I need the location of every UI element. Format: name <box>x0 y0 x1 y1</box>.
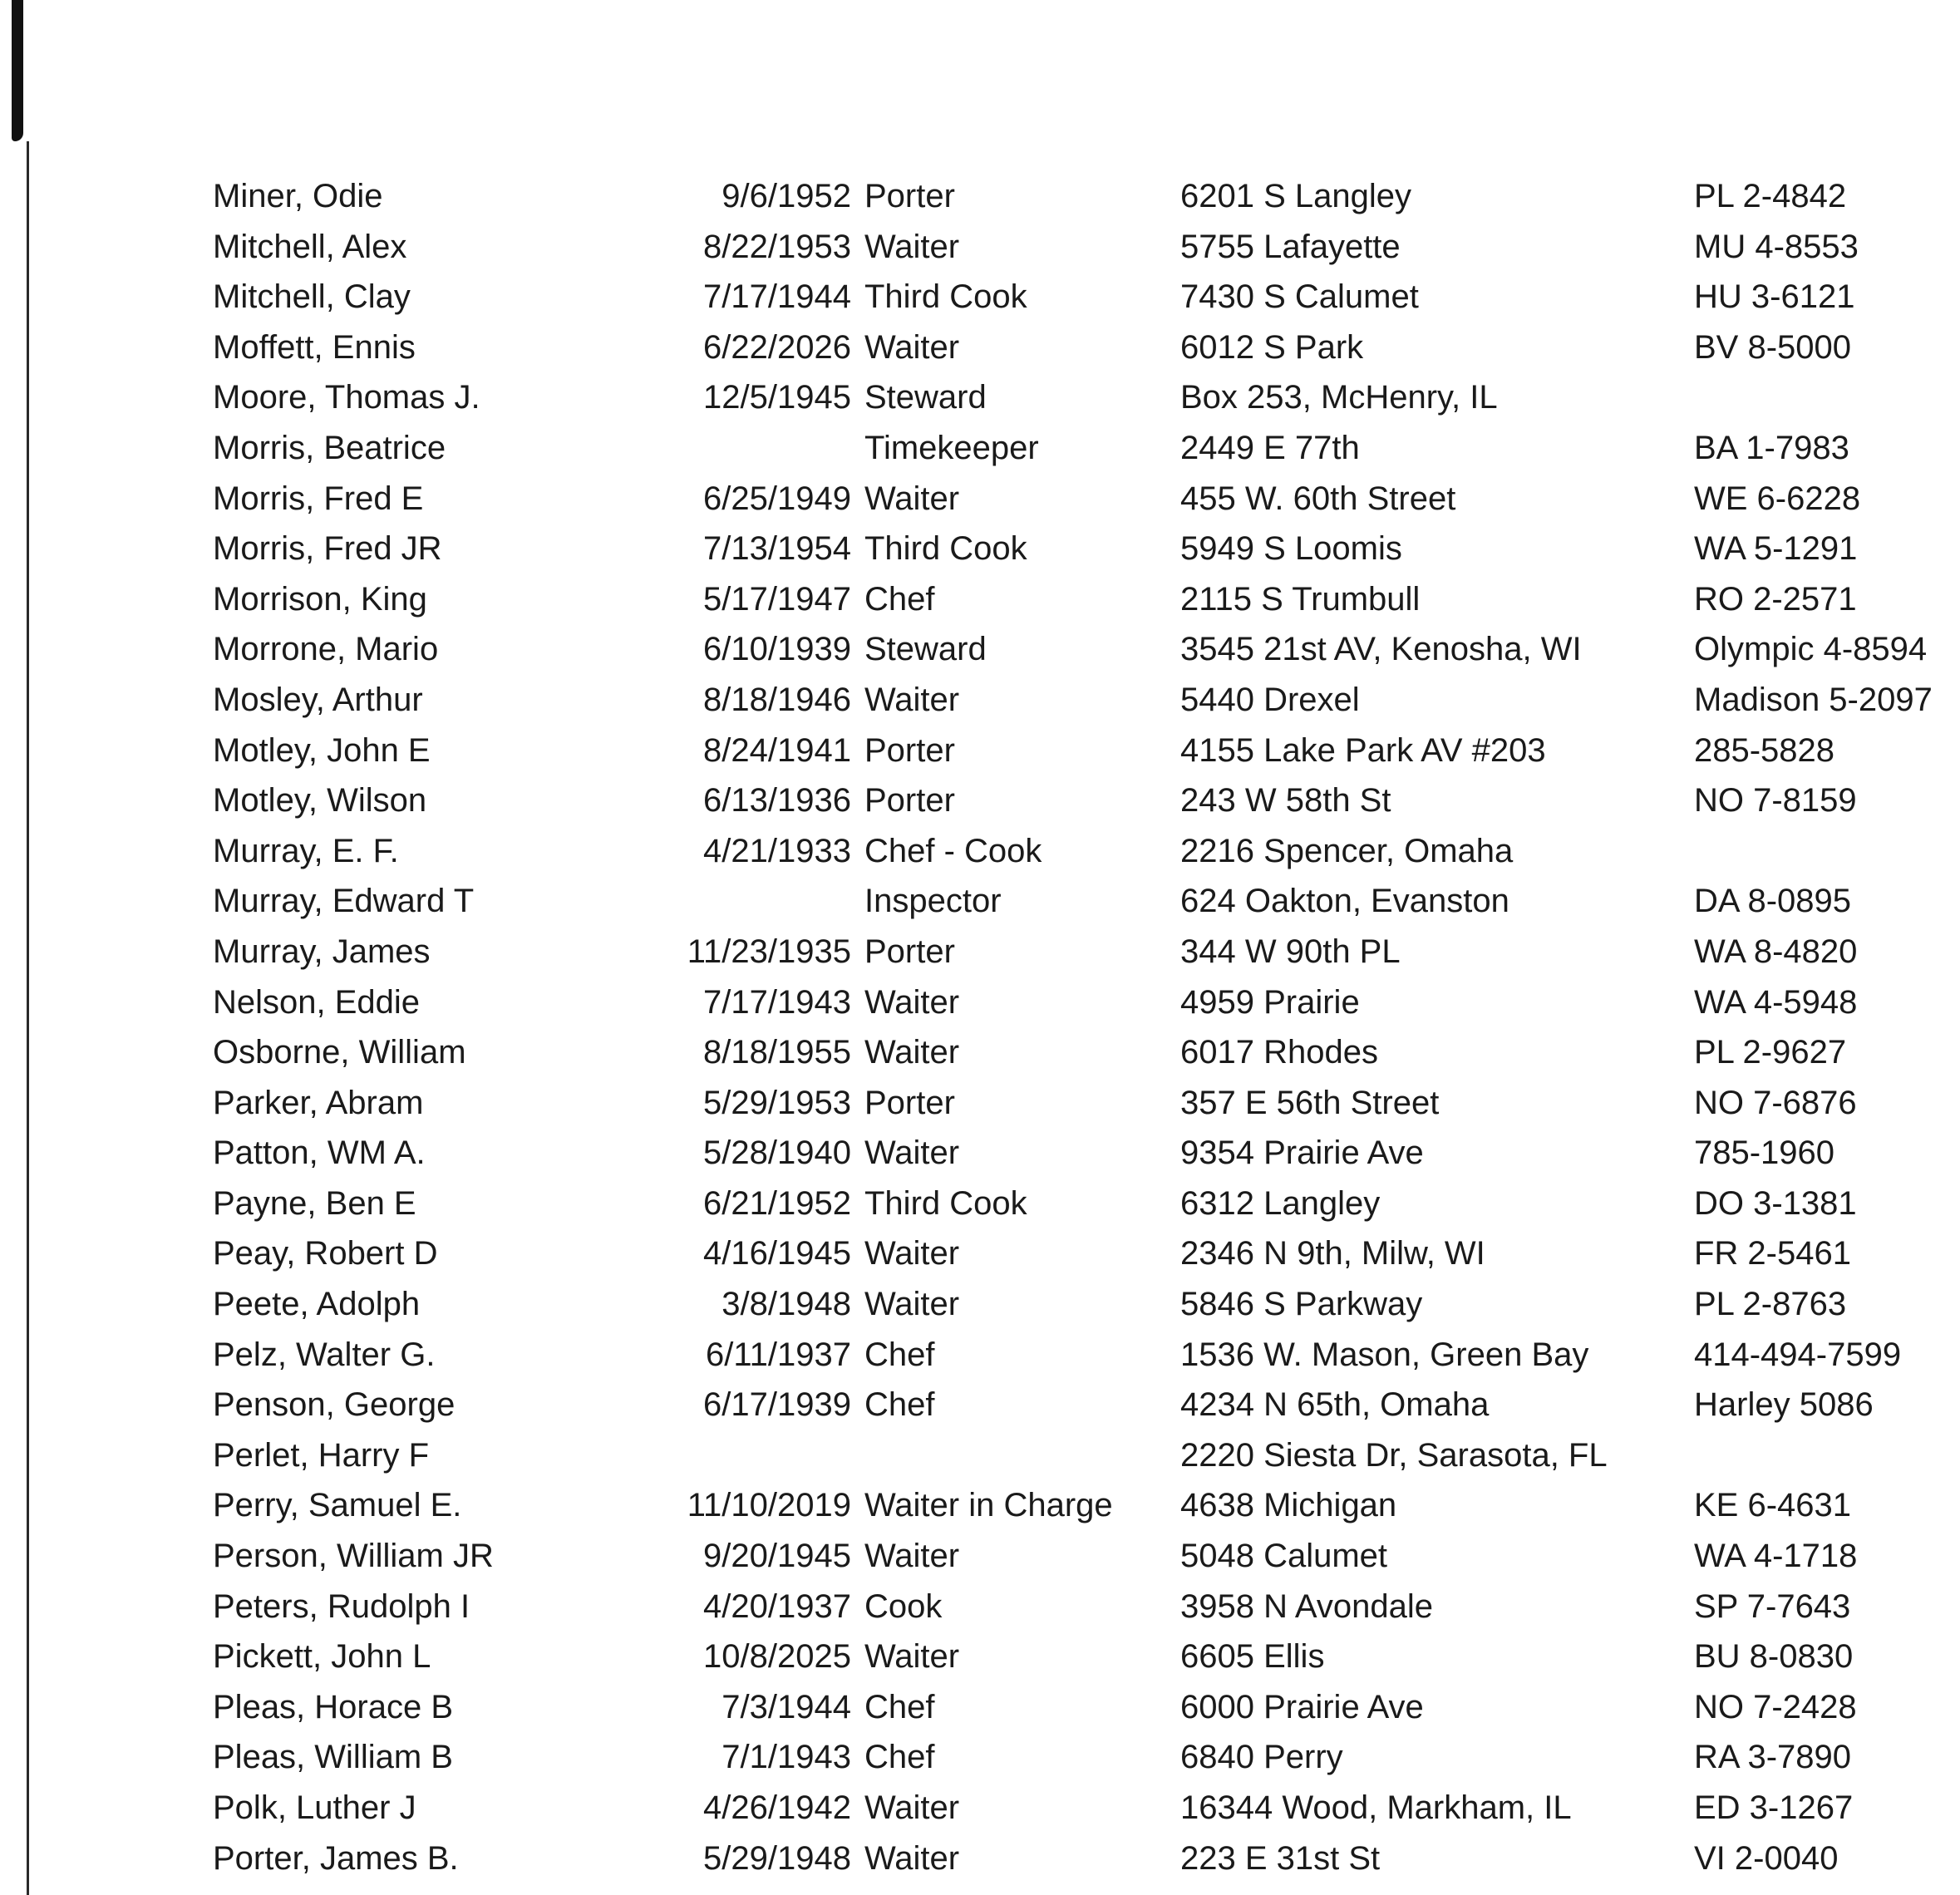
phone-number: DA 8-0895 <box>1694 883 1852 920</box>
employee-name: Pickett, John L <box>213 1638 431 1676</box>
job-position: Chef <box>864 1739 935 1776</box>
job-position: Waiter <box>864 228 960 265</box>
roster-row <box>0 474 1960 524</box>
phone-number: RA 3-7890 <box>1694 1739 1852 1776</box>
start-date: 6/22/2026 <box>703 328 851 366</box>
start-date: 4/20/1937 <box>703 1587 851 1625</box>
employee-name: Murray, E. F. <box>213 832 399 869</box>
employee-name: Payne, Ben E <box>213 1184 416 1222</box>
job-position: Third Cook <box>864 278 1027 316</box>
job-position: Third Cook <box>864 530 1027 568</box>
home-address: 6201 S Langley <box>1180 178 1412 214</box>
employee-name: Morris, Beatrice <box>213 429 446 466</box>
home-address: Box 253, McHenry, IL <box>1180 379 1498 416</box>
home-address: 7430 S Calumet <box>1180 278 1419 316</box>
phone-number: NO 7-6876 <box>1694 1084 1857 1121</box>
job-position: Waiter <box>864 1839 960 1877</box>
start-date: 6/21/1952 <box>703 1184 851 1222</box>
home-address: 3958 N Avondale <box>1180 1587 1433 1625</box>
start-date: 6/17/1939 <box>703 1386 851 1424</box>
job-position: Porter <box>864 782 955 820</box>
job-position: Chef <box>864 1688 935 1725</box>
start-date: 6/25/1949 <box>703 480 851 517</box>
start-date: 6/10/1939 <box>703 631 851 668</box>
scan-edge-shadow <box>12 0 23 141</box>
home-address: 455 W. 60th Street <box>1180 480 1456 517</box>
roster-row <box>0 726 1960 776</box>
roster-row <box>0 826 1960 877</box>
roster-row <box>0 1279 1960 1330</box>
job-position: Waiter <box>864 1638 960 1676</box>
job-position: Chef <box>864 1336 935 1373</box>
employee-name: Pleas, Horace B <box>213 1688 454 1725</box>
phone-number: DO 3-1381 <box>1694 1184 1857 1222</box>
home-address: 5440 Drexel <box>1180 681 1360 718</box>
job-position: Waiter <box>864 1235 960 1272</box>
home-address: 2449 E 77th <box>1180 429 1360 466</box>
home-address: 6000 Prairie Ave <box>1180 1688 1424 1725</box>
phone-number: ED 3-1267 <box>1694 1789 1854 1826</box>
employee-name: Murray, Edward T <box>213 883 475 920</box>
roster-row <box>0 1833 1960 1884</box>
job-position: Waiter <box>864 681 960 718</box>
start-date: 6/13/1936 <box>703 782 851 820</box>
roster-row <box>0 222 1960 273</box>
roster-row <box>0 1682 1960 1733</box>
home-address: 2216 Spencer, Omaha <box>1180 832 1514 869</box>
phone-number: NO 7-8159 <box>1694 782 1857 820</box>
roster-row <box>0 574 1960 625</box>
home-address: 5048 Calumet <box>1180 1538 1388 1575</box>
start-date: 10/8/2025 <box>703 1638 851 1676</box>
home-address: 223 E 31st St <box>1180 1839 1381 1877</box>
start-date: 8/18/1946 <box>703 681 851 718</box>
start-date: 9/20/1945 <box>703 1538 851 1575</box>
job-position: Waiter <box>864 328 960 366</box>
job-position: Steward <box>864 631 987 668</box>
home-address: 6312 Langley <box>1180 1184 1381 1222</box>
job-position: Timekeeper <box>864 429 1039 466</box>
employee-name: Morrison, King <box>213 580 427 618</box>
job-position: Steward <box>864 379 987 416</box>
job-position: Inspector <box>864 883 1002 920</box>
employee-name: Morris, Fred JR <box>213 530 442 568</box>
employee-name: Peete, Adolph <box>213 1286 421 1323</box>
home-address: 6840 Perry <box>1180 1739 1343 1776</box>
phone-number: WE 6-6228 <box>1694 480 1861 517</box>
start-date: 9/6/1952 <box>721 178 851 214</box>
employee-name: Murray, James <box>213 933 431 970</box>
roster-row <box>0 1380 1960 1430</box>
roster-row <box>0 1632 1960 1682</box>
phone-number: 785-1960 <box>1694 1135 1835 1172</box>
employee-name: Mosley, Arthur <box>213 681 423 718</box>
phone-number: NO 7-2428 <box>1694 1688 1857 1725</box>
employee-name: Moore, Thomas J. <box>213 379 480 416</box>
job-position: Porter <box>864 731 955 769</box>
start-date: 8/24/1941 <box>703 731 851 769</box>
start-date: 4/26/1942 <box>703 1789 851 1826</box>
phone-number: PL 2-8763 <box>1694 1286 1847 1323</box>
employee-name: Miner, Odie <box>213 178 383 214</box>
start-date: 6/11/1937 <box>706 1336 851 1373</box>
start-date: 4/21/1933 <box>703 832 851 869</box>
employee-name: Motley, John E <box>213 731 431 769</box>
start-date: 12/5/1945 <box>703 379 851 416</box>
phone-number: Harley 5086 <box>1694 1386 1874 1424</box>
home-address: 624 Oakton, Evanston <box>1180 883 1509 920</box>
phone-number: Madison 5-2097 <box>1694 681 1933 718</box>
start-date: 11/10/2019 <box>687 1487 851 1524</box>
employee-name: Mitchell, Clay <box>213 278 411 316</box>
phone-number: PL 2-9627 <box>1694 1034 1847 1071</box>
home-address: 2220 Siesta Dr, Sarasota, FL <box>1180 1436 1608 1474</box>
home-address: 6605 Ellis <box>1180 1638 1325 1676</box>
roster-row <box>0 1179 1960 1229</box>
job-position: Waiter in Charge <box>864 1487 1113 1524</box>
job-position: Cook <box>864 1587 943 1625</box>
phone-number: MU 4-8553 <box>1694 228 1859 265</box>
roster-row <box>0 372 1960 423</box>
phone-number: BA 1-7983 <box>1694 429 1849 466</box>
home-address: 243 W 58th St <box>1180 782 1391 820</box>
job-position: Waiter <box>864 1286 960 1323</box>
roster-row <box>0 775 1960 826</box>
roster-row <box>0 624 1960 675</box>
employee-name: Porter, James B. <box>213 1839 459 1877</box>
phone-number: SP 7-7643 <box>1694 1587 1851 1625</box>
job-position: Chef - Cook <box>864 832 1042 869</box>
home-address: 5949 S Loomis <box>1180 530 1402 568</box>
roster-row <box>0 1430 1960 1481</box>
phone-number: 285-5828 <box>1694 731 1835 769</box>
roster-row <box>0 1531 1960 1582</box>
roster-row <box>0 171 1960 222</box>
phone-number: WA 4-1718 <box>1694 1538 1858 1575</box>
start-date: 7/3/1944 <box>721 1688 851 1725</box>
job-position: Waiter <box>864 1034 960 1071</box>
start-date: 11/23/1935 <box>687 933 851 970</box>
home-address: 16344 Wood, Markham, IL <box>1180 1789 1572 1826</box>
start-date: 8/22/1953 <box>703 228 851 265</box>
job-position: Waiter <box>864 1135 960 1172</box>
phone-number: WA 5-1291 <box>1694 530 1858 568</box>
start-date: 5/28/1940 <box>703 1135 851 1172</box>
employee-name: Motley, Wilson <box>213 782 427 820</box>
employee-name: Morrone, Mario <box>213 631 439 668</box>
employee-name: Polk, Luther J <box>213 1789 416 1826</box>
start-date: 7/1/1943 <box>721 1739 851 1776</box>
phone-number: WA 8-4820 <box>1694 933 1858 970</box>
home-address: 4155 Lake Park AV #203 <box>1180 731 1546 769</box>
start-date: 8/18/1955 <box>703 1034 851 1071</box>
employee-name: Patton, WM A. <box>213 1135 426 1172</box>
start-date: 7/13/1954 <box>703 530 851 568</box>
phone-number: FR 2-5461 <box>1694 1235 1851 1272</box>
home-address: 6012 S Park <box>1180 328 1364 366</box>
roster-row <box>0 1330 1960 1381</box>
roster-row <box>0 524 1960 574</box>
home-address: 344 W 90th PL <box>1180 933 1401 970</box>
home-address: 4959 Prairie <box>1180 983 1360 1021</box>
employee-name: Perlet, Harry F <box>213 1436 430 1474</box>
job-position: Chef <box>864 1386 935 1424</box>
phone-number: Olympic 4-8594 <box>1694 631 1928 668</box>
home-address: 4638 Michigan <box>1180 1487 1397 1524</box>
job-position: Porter <box>864 933 955 970</box>
employee-name: Person, William JR <box>213 1538 494 1575</box>
roster-row <box>0 876 1960 927</box>
job-position: Waiter <box>864 480 960 517</box>
job-position: Waiter <box>864 1538 960 1575</box>
phone-number: VI 2-0040 <box>1694 1839 1839 1877</box>
roster-row <box>0 1228 1960 1279</box>
employee-name: Nelson, Eddie <box>213 983 421 1021</box>
home-address: 3545 21st AV, Kenosha, WI <box>1180 631 1582 668</box>
roster-row <box>0 1027 1960 1078</box>
employee-name: Pleas, William B <box>213 1739 453 1776</box>
phone-number: BU 8-0830 <box>1694 1638 1854 1676</box>
roster-row <box>0 272 1960 322</box>
employee-name: Mitchell, Alex <box>213 228 407 265</box>
home-address: 9354 Prairie Ave <box>1180 1135 1424 1172</box>
employee-name: Pelz, Walter G. <box>213 1336 436 1373</box>
start-date: 5/29/1953 <box>703 1084 851 1121</box>
roster-row <box>0 322 1960 373</box>
start-date: 3/8/1948 <box>721 1286 851 1323</box>
start-date: 5/17/1947 <box>703 580 851 618</box>
home-address: 6017 Rhodes <box>1180 1034 1378 1071</box>
home-address: 357 E 56th Street <box>1180 1084 1440 1121</box>
roster-row <box>0 927 1960 977</box>
start-date: 7/17/1943 <box>703 983 851 1021</box>
phone-number: HU 3-6121 <box>1694 278 1855 316</box>
phone-number: 414-494-7599 <box>1694 1336 1902 1373</box>
job-position: Waiter <box>864 983 960 1021</box>
roster-row <box>0 675 1960 726</box>
employee-name: Penson, George <box>213 1386 456 1424</box>
employee-name: Perry, Samuel E. <box>213 1487 462 1524</box>
home-address: 4234 N 65th, Omaha <box>1180 1386 1490 1424</box>
employee-name: Moffett, Ennis <box>213 328 416 366</box>
home-address: 2346 N 9th, Milw, WI <box>1180 1235 1485 1272</box>
job-position: Chef <box>864 580 935 618</box>
start-date: 7/17/1944 <box>703 278 851 316</box>
phone-number: KE 6-4631 <box>1694 1487 1852 1524</box>
roster-row <box>0 423 1960 474</box>
phone-number: PL 2-4842 <box>1694 178 1847 214</box>
phone-number: WA 4-5948 <box>1694 983 1858 1021</box>
start-date: 5/29/1948 <box>703 1839 851 1877</box>
roster-row <box>0 1783 1960 1833</box>
phone-number: RO 2-2571 <box>1694 580 1857 618</box>
employee-roster <box>0 171 1960 1883</box>
home-address: 5846 S Parkway <box>1180 1286 1423 1323</box>
roster-row <box>0 1078 1960 1129</box>
roster-row <box>0 1480 1960 1531</box>
home-address: 5755 Lafayette <box>1180 228 1401 265</box>
home-address: 2115 S Trumbull <box>1180 580 1421 618</box>
roster-row <box>0 1732 1960 1783</box>
employee-name: Osborne, William <box>213 1034 466 1071</box>
phone-number: BV 8-5000 <box>1694 328 1852 366</box>
roster-row <box>0 1128 1960 1179</box>
employee-name: Parker, Abram <box>213 1084 424 1121</box>
employee-name: Peters, Rudolph I <box>213 1587 470 1625</box>
job-position: Porter <box>864 178 955 214</box>
job-position: Third Cook <box>864 1184 1027 1222</box>
start-date: 4/16/1945 <box>703 1235 851 1272</box>
employee-name: Peay, Robert D <box>213 1235 438 1272</box>
job-position: Porter <box>864 1084 955 1121</box>
roster-row <box>0 1582 1960 1632</box>
job-position: Waiter <box>864 1789 960 1826</box>
home-address: 1536 W. Mason, Green Bay <box>1180 1336 1589 1373</box>
employee-name: Morris, Fred E <box>213 480 424 517</box>
roster-row <box>0 977 1960 1028</box>
